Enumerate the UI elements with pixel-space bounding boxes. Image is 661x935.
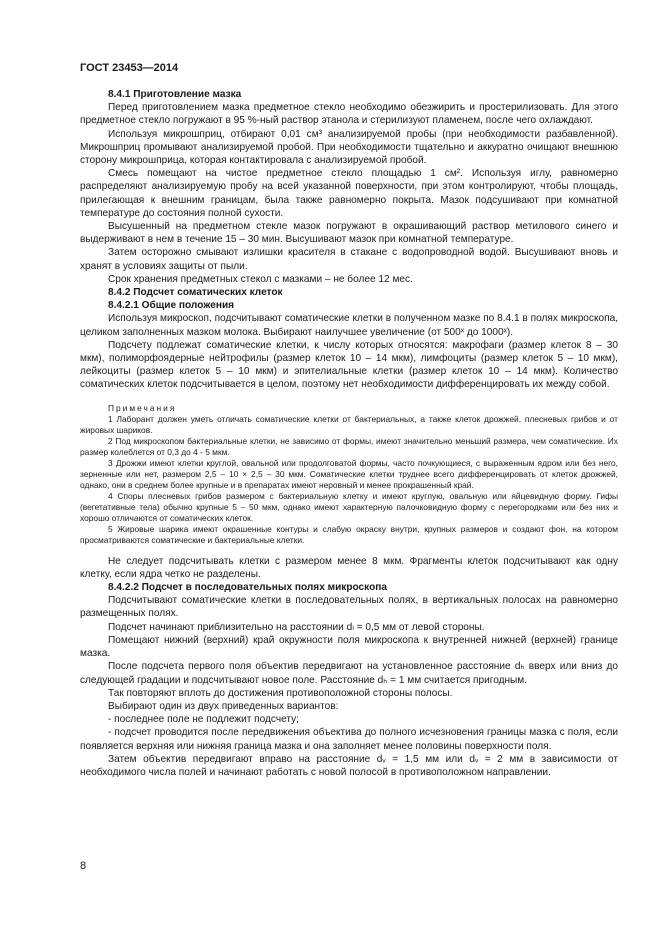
- section-heading: 8.4.1 Приготовление мазка: [108, 89, 242, 100]
- paragraph: Используя микрошприц, отбирают 0,01 см³ анализируемой пробы (при необходимости разбавленной). Микрошприц промывают анализируемой пробой. При необходимости тщательно и аккуратно очищают внешнюю сторону микрошприца, которая контактировала с анализируемой пробой.: [80, 128, 618, 167]
- section-8-4-2-2: [80, 555, 618, 779]
- paragraph: Затем объектив передвигают вправо на расстояние dᵥ = 1,5 мм или dᵥ = 2 мм в зависимости от необходимого числа полей и начинают работать с новой полосой в противоположном направлении.: [80, 753, 618, 778]
- section-heading: 8.4.2.2 Подсчет в последовательных полях микроскопа: [108, 582, 387, 594]
- paragraph: Затем осторожно смывают излишки красителя в стакане с водопроводной водой. Высушивают вновь и хранят в условиях защиты от пыли.: [80, 247, 618, 272]
- notes-list: [80, 414, 618, 546]
- document-header: ГОСТ 23453—2014: [80, 62, 179, 74]
- paragraph: Перед приготовлением мазка предметное стекло необходимо обезжирить и простерилизовать. Для этого предметное стекло погружают в 95 %-ный раствор этанола и стерилизуют пламенем, после чего охлаждают.: [80, 102, 618, 127]
- note-item: 5 Жировые шарика имеют окрашенные контуры и слабую окраску внутри, крупных размеров и создают фон, на котором просматриваются соматические и бактериальные клетки.: [80, 523, 618, 545]
- paragraph: Подсчитывают соматические клетки в последовательных полях, в вертикальных полосах на равномерно размещенных полях.: [80, 595, 618, 620]
- paragraph: Помещают нижний (верхний) край окружности поля микроскопа к внутренней нижней (верхней) границе мазка.: [80, 634, 618, 660]
- note-item: 2 Под микроскопом бактериальные клетки, не зависимо от формы, имеют значительно меньший размера, чем соматические. Их размер колеблется от 0,3 до 4 - 5 мкм.: [80, 435, 618, 457]
- paragraph: Используя микроскоп, подсчитывают соматические клетки в полученном мазке по 8.4.1 в полях микроскопа, целиком заполненных мазком молока. Выбирают наилучшее увеличение (от 500ˣ до 1000ˣ).: [80, 313, 618, 338]
- section-heading: 8.4.2.1 Общие положения: [108, 300, 235, 312]
- note-item: 1 Лаборант должен уметь отличать соматические клетки от бактериальных, а также клеток дрожжей, плесневых грибов и от жировых шариков.: [80, 413, 618, 435]
- notes-title: Примечания: [108, 402, 177, 413]
- section-heading: 8.4.2 Подсчет соматических клеток: [108, 287, 283, 299]
- paragraph: Так повторяют вплоть до достижения противоположной стороны полосы.: [108, 687, 453, 699]
- paragraph: Смесь помещают на чистое предметное стекло площадью 1 см². Используя иглу, равномерно распределяют анализируемую пробу на всей указанной поверхности, при этом контролируют, чтобы площадь, прилегающая к внешним границам, была также равномерно покрыта. Мазок подсушивают при комнатной температуре до состояния полной сухости.: [80, 168, 618, 219]
- paragraph: Подсчет начинают приблизительно на расстоянии dₗ = 0,5 мм от левой стороны.: [108, 621, 485, 633]
- note-item: 3 Дрожжи имеют клетки круглой, овальной или продолговатой формы, часто почкующиеся, с выраженным ядром или без него, зерненные или нет, размером 2,5 – 10 × 2,5 – 30 мкм. Соматические клетки труднее всего дифференцировать от клеток дрожжей, однако, они в среднем более крупные и в препаратах имеют неровный и менее прокрашенный край.: [80, 457, 618, 490]
- paragraph: Срок хранения предметных стекол с мазками – не более 12 мес.: [108, 273, 413, 285]
- note-item: 4 Споры плесневых грибов размером с бактериальную клетку и имеют круглую, овальную или яйцевидную форму. Гифы (вегетативные тела) обычно крупные 5 – 50 мкм, однако имеют характерную палочковидную форму с перегородками или без них и хорошо отличаются от соматических клеток.: [80, 490, 618, 523]
- paragraph: Высушенный на предметном стекле мазок погружают в окрашивающий раствор метилового синего и выдерживают в нем в течение 15 – 30 мин. Высушивают мазок при комнатной температуре.: [80, 221, 618, 246]
- document-body: [80, 88, 618, 779]
- paragraph: После подсчета первого поля объектив передвигают на установленное расстояние dₕ вверх или вниз до следующей градации и подсчитывают новое поле. Расстояние dₕ = 1 мм считается пригодным.: [80, 661, 618, 686]
- paragraph: Выбирают один из двух приведенных вариантов:: [108, 700, 339, 712]
- section-8-4-1: [80, 88, 618, 392]
- paragraph: - последнее поле не подлежит подсчету;: [108, 714, 299, 726]
- paragraph: Подсчету подлежат соматические клетки, к числу которых относятся: макрофаги (размер клеток 8 – 30 мкм), полиморфоядерные нейтрофилы (размер клеток 10 – 14 мкм), лимфоциты (размер клеток 5 – 10 мкм), лейкоциты (размер клеток 5 – 10 мкм) и эпителиальные клетки (размер клеток 10 – 14 мкм). Количество соматических клеток подсчитывается в целом, поэтому нет необходимости дифференцировать их между собой.: [80, 339, 618, 391]
- paragraph: - подсчет проводится после передвижения объектива до полного исчезновения границы мазка с поля, если появляется верхняя или нижняя граница мазка и она заполняет менее половины поверхности поля.: [80, 727, 618, 752]
- paragraph: Не следует подсчитывать клетки с размером менее 8 мкм. Фрагменты клеток подсчитывают как одну клетку, если ядра четко не разделены.: [80, 555, 618, 580]
- notes-block: [80, 403, 618, 546]
- page-number: 8: [80, 860, 87, 872]
